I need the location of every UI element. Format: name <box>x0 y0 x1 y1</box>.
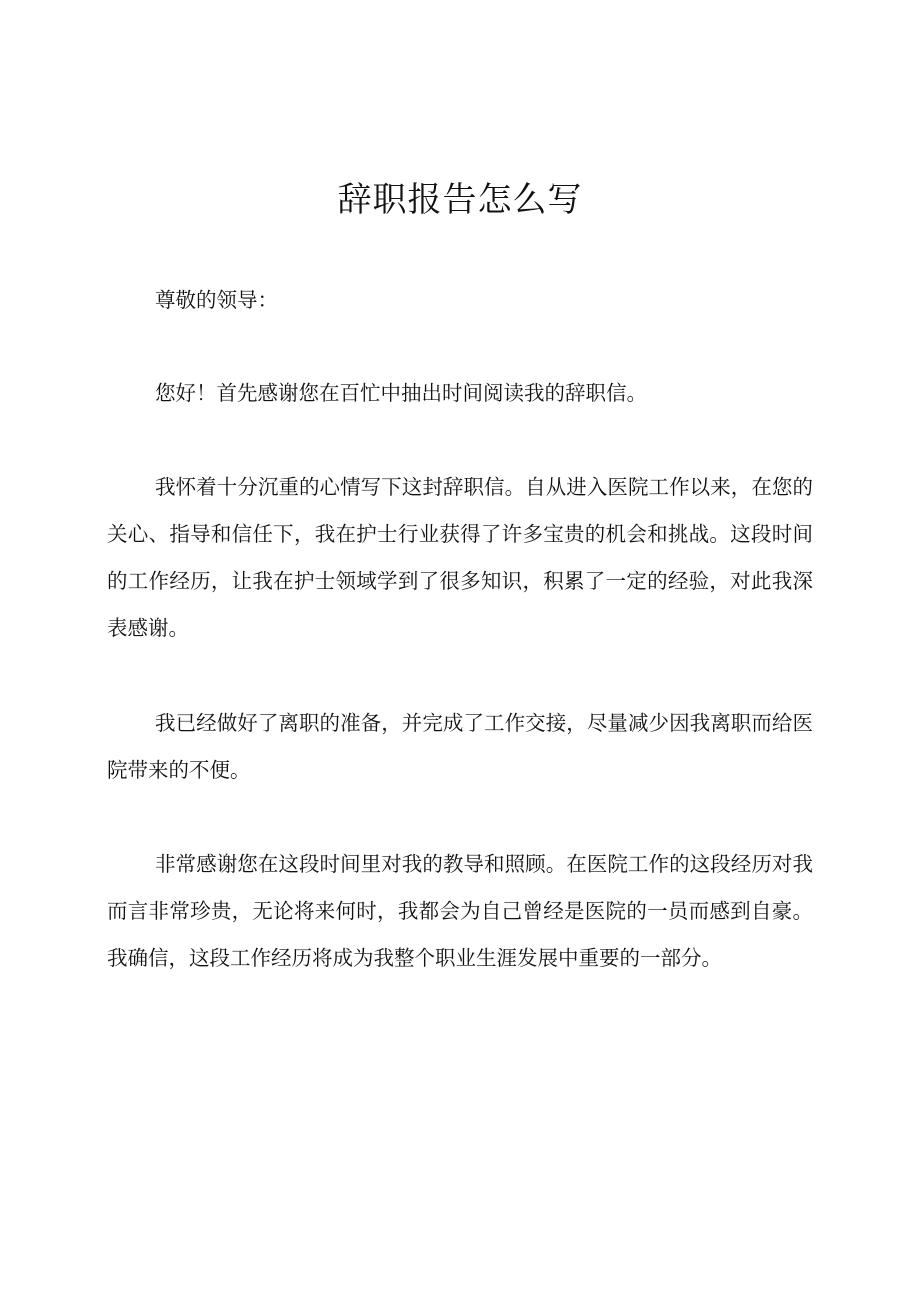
document-title: 辞职报告怎么写 <box>337 180 583 220</box>
paragraph-3: 非常感谢您在这段时间里对我的教导和照顾。在医院工作的这段经历对我而言非常珍贵，无论将来何时，我都会为自己曾经是医院的一员而感到自豪。我确信，这段工作经历将成为我整个职业生涯发展中重要的一部分。 <box>107 852 813 970</box>
salutation: 尊敬的领导： <box>155 288 278 312</box>
paragraph-1: 我怀着十分沉重的心情写下这封辞职信。自从进入医院工作以来，在您的关心、指导和信任下，我在护士行业获得了许多宝贵的机会和挑战。这段时间的工作经历，让我在护士领域学到了很多知识，积累了一定的经验，对此我深表感谢。 <box>107 475 813 640</box>
greeting: 您好！首先感谢您在百忙中抽出时间阅读我的辞职信。 <box>155 381 647 405</box>
paragraph-2: 我已经做好了离职的准备，并完成了工作交接，尽量减少因我离职而给医院带来的不便。 <box>107 711 813 782</box>
